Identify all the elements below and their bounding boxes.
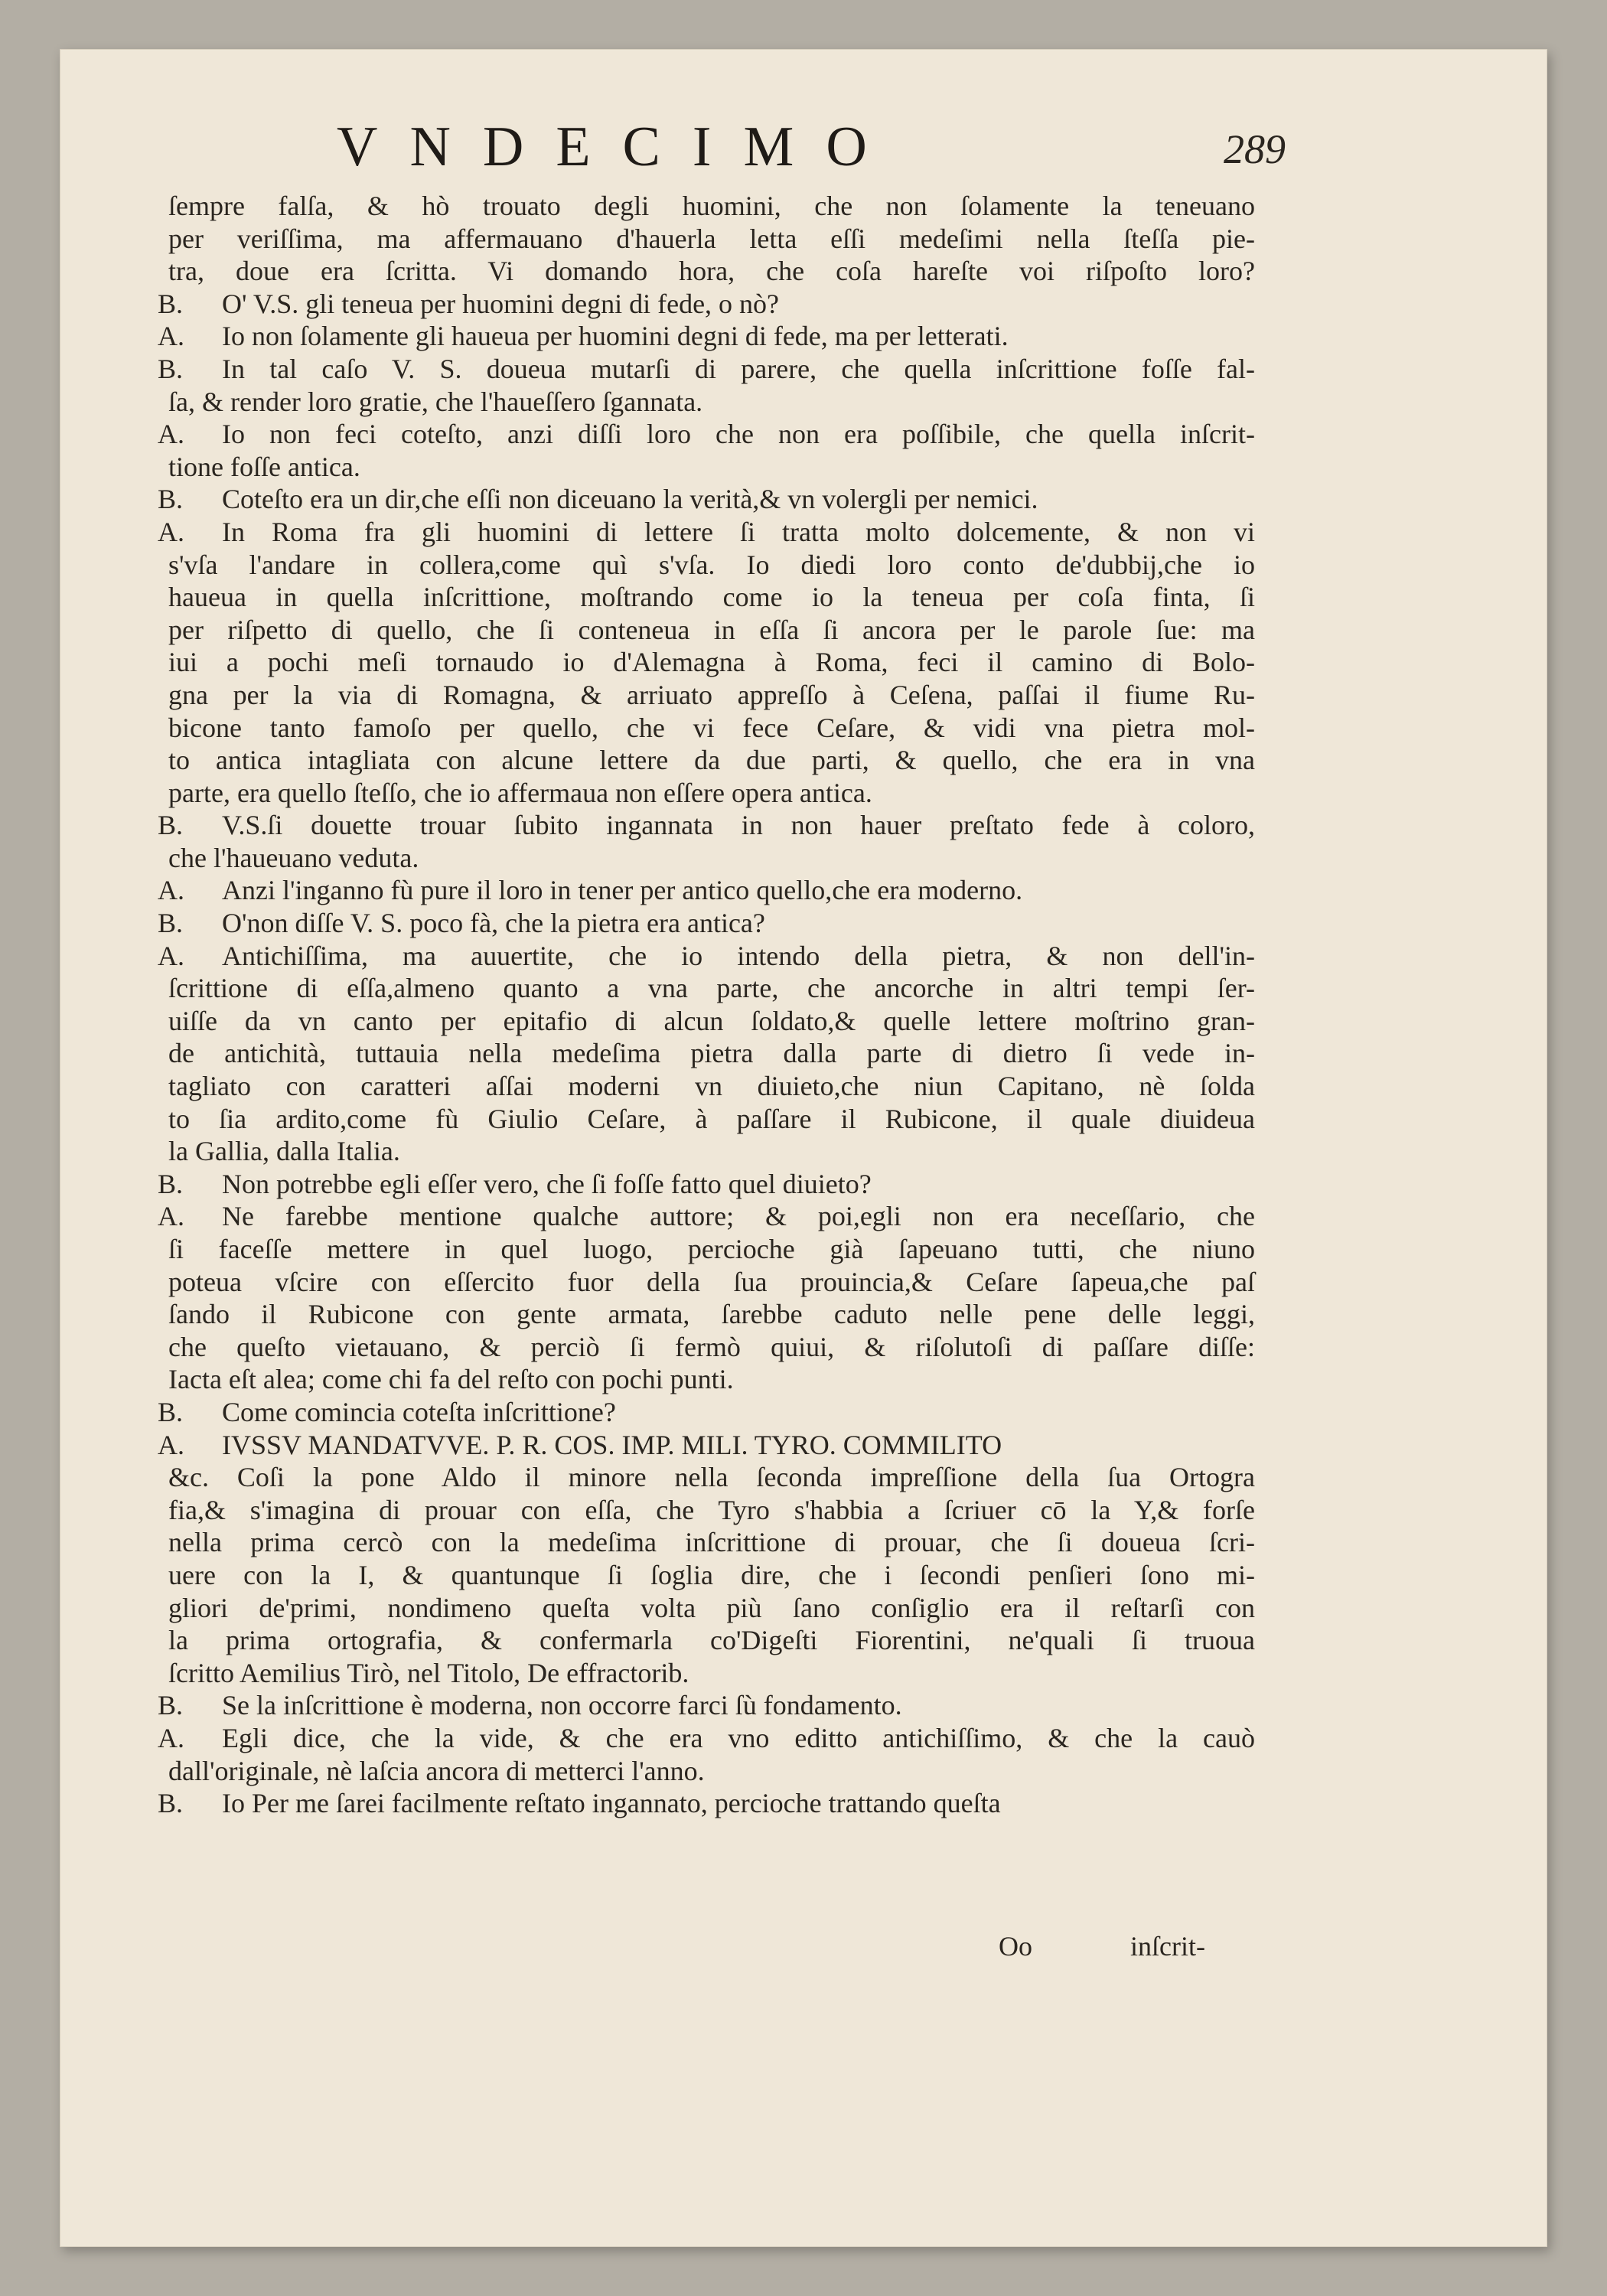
text-line <box>168 646 1255 679</box>
line-text: che l'haueuano veduta. <box>168 842 419 873</box>
line-text: ſi faceſſe mettere in quel luogo, percioche già ſapeuano tutti, che niuno <box>168 1234 1255 1264</box>
text-line <box>168 842 1255 875</box>
speaker-label: A. <box>158 1722 184 1753</box>
speaker-label: A. <box>158 875 184 906</box>
speaker-label: A. <box>158 419 184 450</box>
text-line <box>168 712 1255 745</box>
text-line <box>158 1787 1255 1820</box>
line-text: che queſto vietauano, & perciò ſi fermò quiui, & riſolutoſi di paſſare diſſe: <box>168 1331 1255 1362</box>
page-header <box>337 115 1286 191</box>
line-text: gna per la via di Romagna, & arriuato appreſſo à Ceſena, paſſai il fiume Ru- <box>168 679 1255 710</box>
text-line <box>168 223 1255 256</box>
line-text: Coteſto era un dir,che eſſi non diceuano la verità,& vn volergli per nemici. <box>222 484 1038 515</box>
signature-mark: Oo <box>999 1931 1032 1962</box>
line-text: Io non feci coteſto, anzi diſſi loro che non era poſſibile, che quella inſcrit- <box>222 419 1255 450</box>
speaker-label: B. <box>158 353 184 384</box>
text-line <box>168 1592 1255 1625</box>
text-line <box>158 288 1255 321</box>
line-text: Anzi l'inganno fù pure il loro in tener per antico quello,che era moderno. <box>222 875 1023 906</box>
speaker-label: B. <box>158 288 184 319</box>
text-line <box>168 1755 1255 1788</box>
line-text: Antichiſſima, ma auuertite, che io intendo della pietra, & non dell'in- <box>222 940 1255 971</box>
speaker-label: A. <box>158 1429 184 1460</box>
text-line <box>168 614 1255 647</box>
text-line <box>158 809 1255 842</box>
text-line <box>158 483 1255 516</box>
speaker-label: A. <box>158 1201 184 1232</box>
text-line <box>158 320 1255 353</box>
line-text: tagliato con caratteri aſſai moderni vn diuieto,che niun Capitano, nè ſolda <box>168 1071 1255 1102</box>
text-line <box>168 972 1255 1005</box>
line-text: Non potrebbe egli eſſer vero, che ſi foſſe fatto quel diuieto? <box>222 1168 872 1199</box>
speaker-label: A. <box>158 516 184 547</box>
text-line <box>158 1429 1255 1462</box>
line-text: Come comincia coteſta inſcrittione? <box>222 1396 616 1427</box>
text-line <box>168 1363 1255 1396</box>
text-line <box>168 581 1255 614</box>
line-text: to ſia ardito,come fù Giulio Ceſare, à paſſare il Rubicone, il quale diuideua <box>168 1103 1255 1134</box>
line-text: ſcrittione di eſſa,almeno quanto a vna parte, che ancorche in altri tempi ſer- <box>168 973 1255 1004</box>
text-line <box>168 1559 1255 1592</box>
speaker-label: B. <box>158 810 184 841</box>
text-line <box>168 1494 1255 1527</box>
text-line <box>158 1722 1255 1755</box>
text-line <box>168 744 1255 777</box>
line-text: to antica intagliata con alcune lettere da due parti, & quello, che era in vna <box>168 745 1255 776</box>
line-text: tione foſſe antica. <box>168 451 360 482</box>
speaker-label: B. <box>158 1788 184 1819</box>
line-text: Iacta eſt alea; come chi fa del reſto con pochi punti. <box>168 1364 734 1395</box>
line-text: O'non diſſe V. S. poco fà, che la pietra era antica? <box>222 908 765 939</box>
line-text: ſa, & render loro gratie, che l'haueſſero ſgannata. <box>168 386 703 417</box>
text-line <box>158 874 1255 907</box>
speaker-label: B. <box>158 1168 184 1199</box>
text-line <box>168 255 1255 288</box>
text-line <box>168 1103 1255 1136</box>
text-line <box>158 907 1255 940</box>
text-line <box>168 1005 1255 1038</box>
line-text: gliori de'primi, nondimeno queſta volta più ſano conſiglio era il reſtarſi con <box>168 1592 1255 1623</box>
text-line <box>168 1526 1255 1559</box>
line-text: bicone tanto famoſo per quello, che vi fece Ceſare, & vidi vna pietra mol- <box>168 712 1255 743</box>
line-text: Egli dice, che la vide, & che era vno editto antichiſſimo, & che la cauò <box>222 1722 1255 1753</box>
line-text: de antichità, tuttauia nella medeſima pietra dalla parte di dietro ſi vede in- <box>168 1038 1255 1069</box>
line-text: parte, era quello ſteſſo, che io affermaua non eſſere opera antica. <box>168 777 872 808</box>
line-text: Se la inſcrittione è moderna, non occorre farci ſù fondamento. <box>222 1690 902 1721</box>
dialogue-text <box>158 190 1255 1820</box>
text-line <box>158 353 1255 386</box>
line-text: dall'originale, nè laſcia ancora di metterci l'anno. <box>168 1755 705 1786</box>
line-text: iui a pochi meſi tornaudo io d'Alemagna à Roma, feci il camino di Bolo- <box>168 647 1255 678</box>
line-text: O' V.S. gli teneua per huomini degni di fede, o nò? <box>222 288 780 319</box>
text-line <box>168 1331 1255 1364</box>
line-text: V.S.ſi douette trouar ſubito ingannata in non hauer preſtato fede à coloro, <box>222 810 1255 841</box>
line-text: In Roma fra gli huomini di lettere ſi tratta molto dolcemente, & non vi <box>222 516 1255 547</box>
line-text: poteua vſcire con eſſercito fuor della ſua prouincia,& Ceſare ſapeua,che paſ <box>168 1266 1255 1297</box>
text-line <box>168 1298 1255 1331</box>
line-text: &c. Coſi la pone Aldo il minore nella ſeconda impreſſione della ſua Ortogra <box>168 1462 1255 1493</box>
line-text: Ne farebbe mentione qualche auttore; & poi,egli non era neceſſario, che <box>222 1201 1255 1232</box>
line-text: ſcritto Aemilius Tirò, nel Titolo, De effractorib. <box>168 1657 689 1688</box>
line-text: nella prima cercò con la medeſima inſcrittione di prouar, che ſi doueua ſcri- <box>168 1527 1255 1558</box>
line-text: Io Per me ſarei facilmente reſtato ingannato, percioche trattando queſta <box>222 1788 1001 1819</box>
line-text: In tal caſo V. S. doueua mutarſi di parere, che quella inſcrittione foſſe fal- <box>222 353 1255 384</box>
speaker-label: B. <box>158 908 184 939</box>
line-text: la prima ortografia, & confermarla co'Digeſti Fiorentini, ne'quali ſi truoua <box>168 1625 1255 1656</box>
text-line <box>168 1461 1255 1494</box>
line-text: per veriſſima, ma affermauano d'hauerla letta eſſi medeſimi nella ſteſſa pie- <box>168 223 1255 254</box>
text-line <box>158 418 1255 451</box>
text-line <box>168 549 1255 582</box>
page-number: 289 <box>1224 126 1286 172</box>
text-line <box>158 940 1255 973</box>
running-title: VNDECIMO <box>337 116 899 178</box>
text-line <box>168 451 1255 484</box>
speaker-label: B. <box>158 1690 184 1721</box>
text-line <box>168 1037 1255 1070</box>
line-text: IVSSV MANDATVVE. P. R. COS. IMP. MILI. TYRO. COMMILITO <box>222 1429 1002 1460</box>
line-text: s'vſa l'andare in collera,come quì s'vſa. Io diedi loro conto de'dubbij,che io <box>168 549 1255 580</box>
line-text: haueua in quella inſcrittione, moſtrando come io la teneua per coſa finta, ſi <box>168 582 1255 613</box>
catchword: inſcrit- <box>1130 1931 1205 1962</box>
text-line <box>168 1070 1255 1103</box>
text-line <box>168 777 1255 810</box>
line-text: tra, doue era ſcritta. Vi domando hora, che coſa hareſte voi riſpoſto loro? <box>168 256 1255 287</box>
text-line <box>168 679 1255 712</box>
speaker-label: A. <box>158 321 184 352</box>
text-line <box>158 1396 1255 1429</box>
text-line <box>158 516 1255 549</box>
text-line <box>158 1168 1255 1201</box>
text-line <box>168 190 1255 223</box>
line-text: uere con la I, & quantunque ſi ſoglia dire, che i ſecondi penſieri ſono mi- <box>168 1559 1255 1590</box>
text-line <box>158 1200 1255 1233</box>
line-text: la Gallia, dalla Italia. <box>168 1136 400 1167</box>
text-line <box>168 1657 1255 1690</box>
line-text: ſando il Rubicone con gente armata, ſarebbe caduto nelle pene delle leggi, <box>168 1299 1255 1330</box>
line-text: uiſſe da vn canto per epitafio di alcun ſoldato,& quelle lettere moſtrino gran- <box>168 1005 1255 1036</box>
text-line <box>168 1233 1255 1266</box>
line-text: per riſpetto di quello, che ſi conteneua in eſſa ſi ancora per le parole ſue: ma <box>168 614 1255 645</box>
text-line <box>168 1135 1255 1168</box>
text-line <box>168 1266 1255 1299</box>
speaker-label: B. <box>158 1396 184 1427</box>
line-text: Io non ſolamente gli haueua per huomini degni di fede, ma per letterati. <box>222 321 1009 352</box>
text-line <box>168 386 1255 419</box>
line-text: ſempre falſa, & hò trouato degli huomini, che non ſolamente la teneuano <box>168 191 1255 221</box>
text-line <box>158 1689 1255 1722</box>
catchword-line <box>999 1930 1236 1962</box>
speaker-label: A. <box>158 940 184 971</box>
text-line <box>168 1624 1255 1657</box>
line-text: fia,& s'imagina di prouar con eſſa, che Tyro s'habbia a ſcriuer cō la Y,& forſe <box>168 1494 1255 1525</box>
speaker-label: B. <box>158 484 184 515</box>
